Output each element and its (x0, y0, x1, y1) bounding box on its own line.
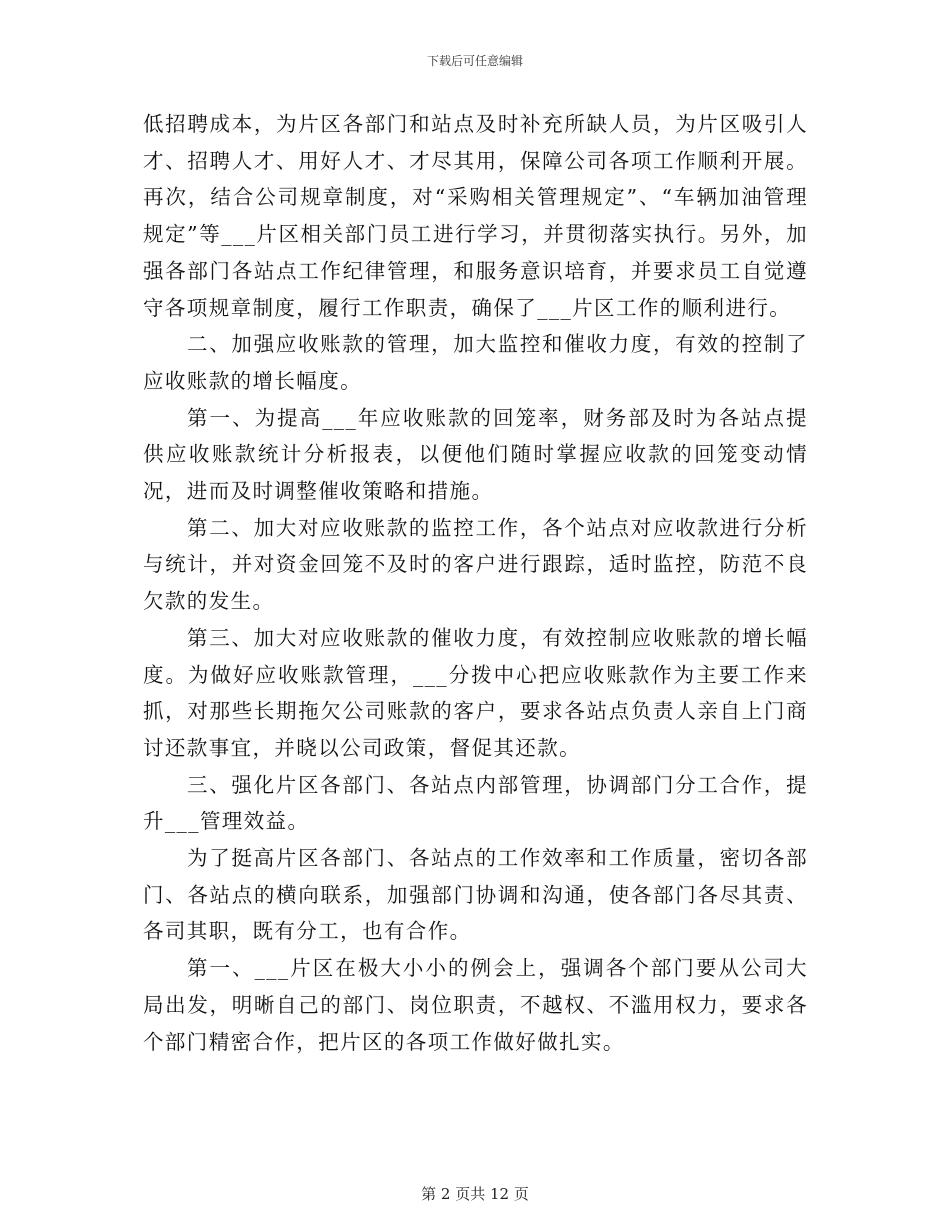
paragraph-first-meeting: 第一、___片区在极大小小的例会上，强调各个部门要从公司大局出发，明晰自己的部门、岗位职责，不越权、不滥用权力，要求各个部门精密合作，把片区的各项工作做好做扎实。 (143, 956, 808, 1054)
document-body (143, 106, 808, 1060)
paragraph-first-point: 第一、为提高___年应收账款的回笼率，财务部及时为各站点提供应收账款统计分析报表，以便他们随时掌握应收款的回笼变动情况，进而及时调整催收策略和措施。 (143, 405, 808, 504)
page-header-note: 下载后可任意编辑 (426, 54, 523, 68)
paragraph-third-point: 第三、加大对应收账款的催收力度，有效控制应收账款的增长幅度。为做好应收账款管理，___分拨中心把应收账款作为主要工作来抓，对那些长期拖欠公司账款的客户，要求各站点负责人亲自上门商讨还款事宜，并晓以公司政策，督促其还款。 (143, 625, 808, 760)
section-heading-management: 三、强化片区各部门、各站点内部管理，协调部门分工合作，提升___管理效益。 (143, 772, 808, 834)
paragraph-second-point: 第二、加大对应收账款的监控工作，各个站点对应收款进行分析与统计，并对资金回笼不及时的客户进行跟踪，适时监控，防范不良欠款的发生。 (143, 515, 808, 614)
paragraph-efficiency: 为了挺高片区各部门、各站点的工作效率和工作质量，密切各部门、各站点的横向联系，加强部门协调和沟通，使各部门各尽其责、各司其职，既有分工，也有合作。 (143, 846, 808, 944)
paragraph-continuation: 低招聘成本，为片区各部门和站点及时补充所缺人员，为片区吸引人才、招聘人才、用好人才、才尽其用，保障公司各项工作顺利开展。再次，结合公司规章制度，对“采购相关管理规定”、“车辆加油管理规定”等___片区相关部门员工进行学习，并贯彻落实执行。另外，加强各部门各站点工作纪律管理，和服务意识培育，并要求员工自觉遵守各项规章制度，履行工作职责，确保了___片区工作的顺利进行。 (143, 112, 808, 320)
page-number: 第 2 页共 12 页 (421, 1185, 529, 1203)
section-heading-receivables: 二、加强应收账款的管理，加大监控和催收力度，有效的控制了应收账款的增长幅度。 (143, 332, 808, 393)
